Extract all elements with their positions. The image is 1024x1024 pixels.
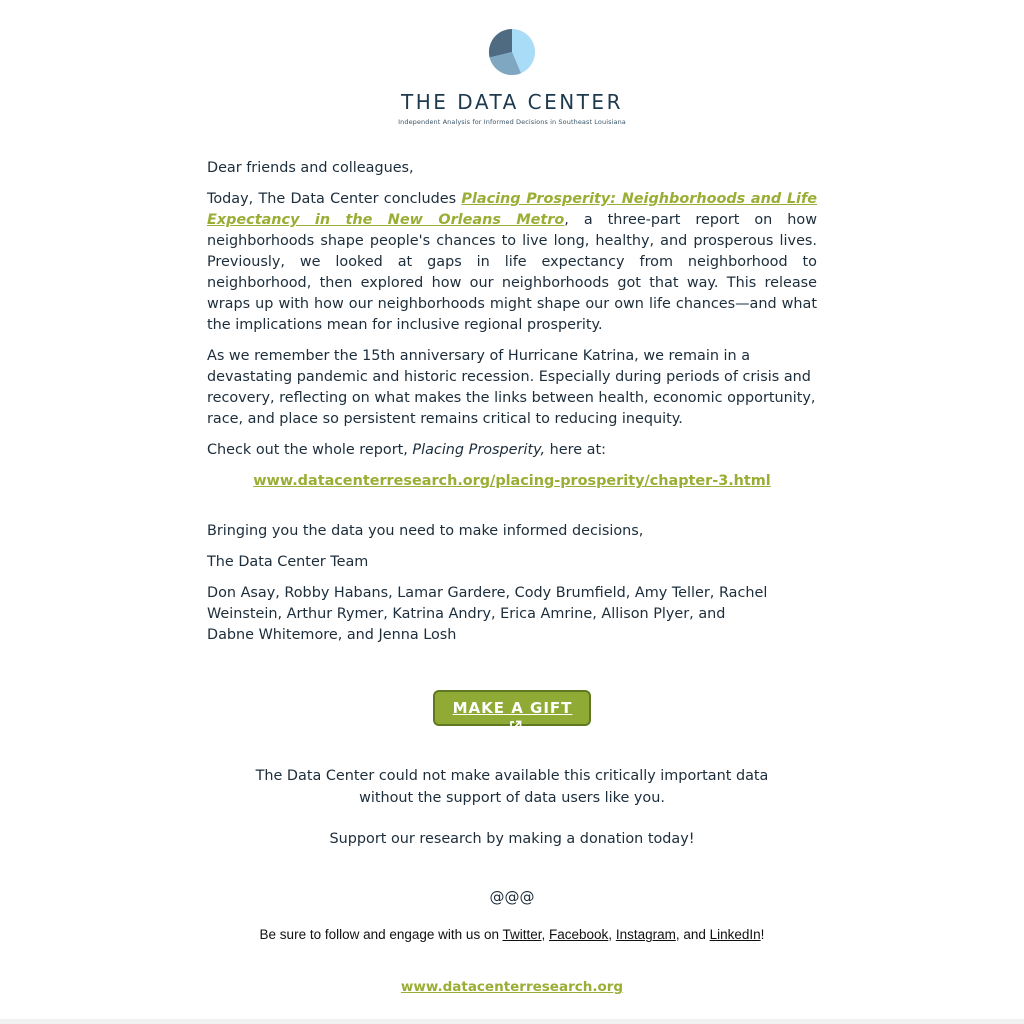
gift-label: MAKE A GIFT: [452, 699, 573, 717]
support-line-1: The Data Center could not make available this critically important data: [255, 768, 769, 784]
follow-prefix: Be sure to follow and engage with us on: [259, 927, 503, 942]
signature: The Data Center Team: [207, 554, 369, 570]
footer-bar: [0, 1019, 1024, 1024]
intro-suffix: , a three-part report on how neighborhoods shape people's chances to live long, healthy, and prosperous lives. Previously, we looked at gaps in life expectancy from neighborhood to neighborhood, then explored how our neighborhoods got that way. This release wraps up with how our neighborhoods might shape our own life chances—and what the implications mean for inclusive regional prosperity.: [207, 212, 817, 333]
paragraph-check-out: [207, 440, 817, 461]
check-out-suffix: here at:: [545, 442, 606, 458]
team-line-2: Weinstein, Arthur Rymer, Katrina Andry, Erica Amrine, Allison Plyer, and: [207, 606, 726, 622]
brand-name: THE DATA CENTER: [401, 90, 623, 114]
pie-logo-icon: [488, 28, 536, 76]
site-url-link[interactable]: www.datacenterresearch.org: [400, 979, 624, 995]
linkedin-link[interactable]: LinkedIn: [709, 927, 761, 942]
support-line-2: without the support of data users like you.: [359, 790, 665, 806]
paragraph-katrina: As we remember the 15th anniversary of Hurricane Katrina, we remain in a devastating pandemic and historic recession. Especially during periods of crisis and recovery, reflecting on what makes the links between health, economic opportunity, race, and place so persistent remains critical to reducing inequity.: [207, 348, 816, 427]
facebook-link[interactable]: Facebook: [549, 927, 609, 942]
logo-block: [0, 28, 1024, 126]
and-text: , and: [675, 927, 710, 942]
follow-line: Be sure to follow and engage with us on Twitter, Facebook, Instagram, and LinkedIn!: [259, 927, 765, 942]
closing-line: Bringing you the data you need to make informed decisions,: [207, 523, 644, 539]
paragraph-intro: [207, 189, 817, 336]
report-url-row: [207, 471, 817, 492]
check-out-prefix: Check out the whole report,: [207, 442, 413, 458]
external-link-icon: [509, 720, 522, 733]
intro-prefix: Today, The Data Center concludes: [207, 191, 462, 207]
letter-body: [207, 158, 817, 656]
make-a-gift-button[interactable]: [433, 690, 591, 726]
support-message: [0, 765, 1024, 809]
report-title-link[interactable]: Placing Prosperity: Neighborhoods and Life Expectancy in the New Orleans Metro: [207, 191, 817, 228]
report-title-italic: Placing Prosperity,: [412, 442, 546, 458]
instagram-link[interactable]: Instagram: [615, 927, 676, 942]
brand-tagline: Independent Analysis for Informed Decisions in Southeast Louisiana: [398, 118, 626, 126]
donation-cta: Support our research by making a donation today!: [329, 831, 695, 847]
gift-row: [0, 690, 1024, 735]
follow-suffix: !: [760, 927, 765, 942]
greeting: Dear friends and colleagues,: [207, 160, 414, 176]
team-line-1: Don Asay, Robby Habans, Lamar Gardere, Cody Brumfield, Amy Teller, Rachel: [207, 585, 768, 601]
report-url-link[interactable]: www.datacenterresearch.org/placing-prosperity/chapter-3.html: [253, 473, 771, 489]
twitter-link[interactable]: Twitter: [502, 927, 542, 942]
team-line-3: Dabne Whitemore, and Jenna Losh: [207, 627, 457, 643]
footer-site: [0, 979, 1024, 995]
social-icons-row[interactable]: @@@: [489, 888, 535, 906]
team-names: [207, 583, 817, 646]
